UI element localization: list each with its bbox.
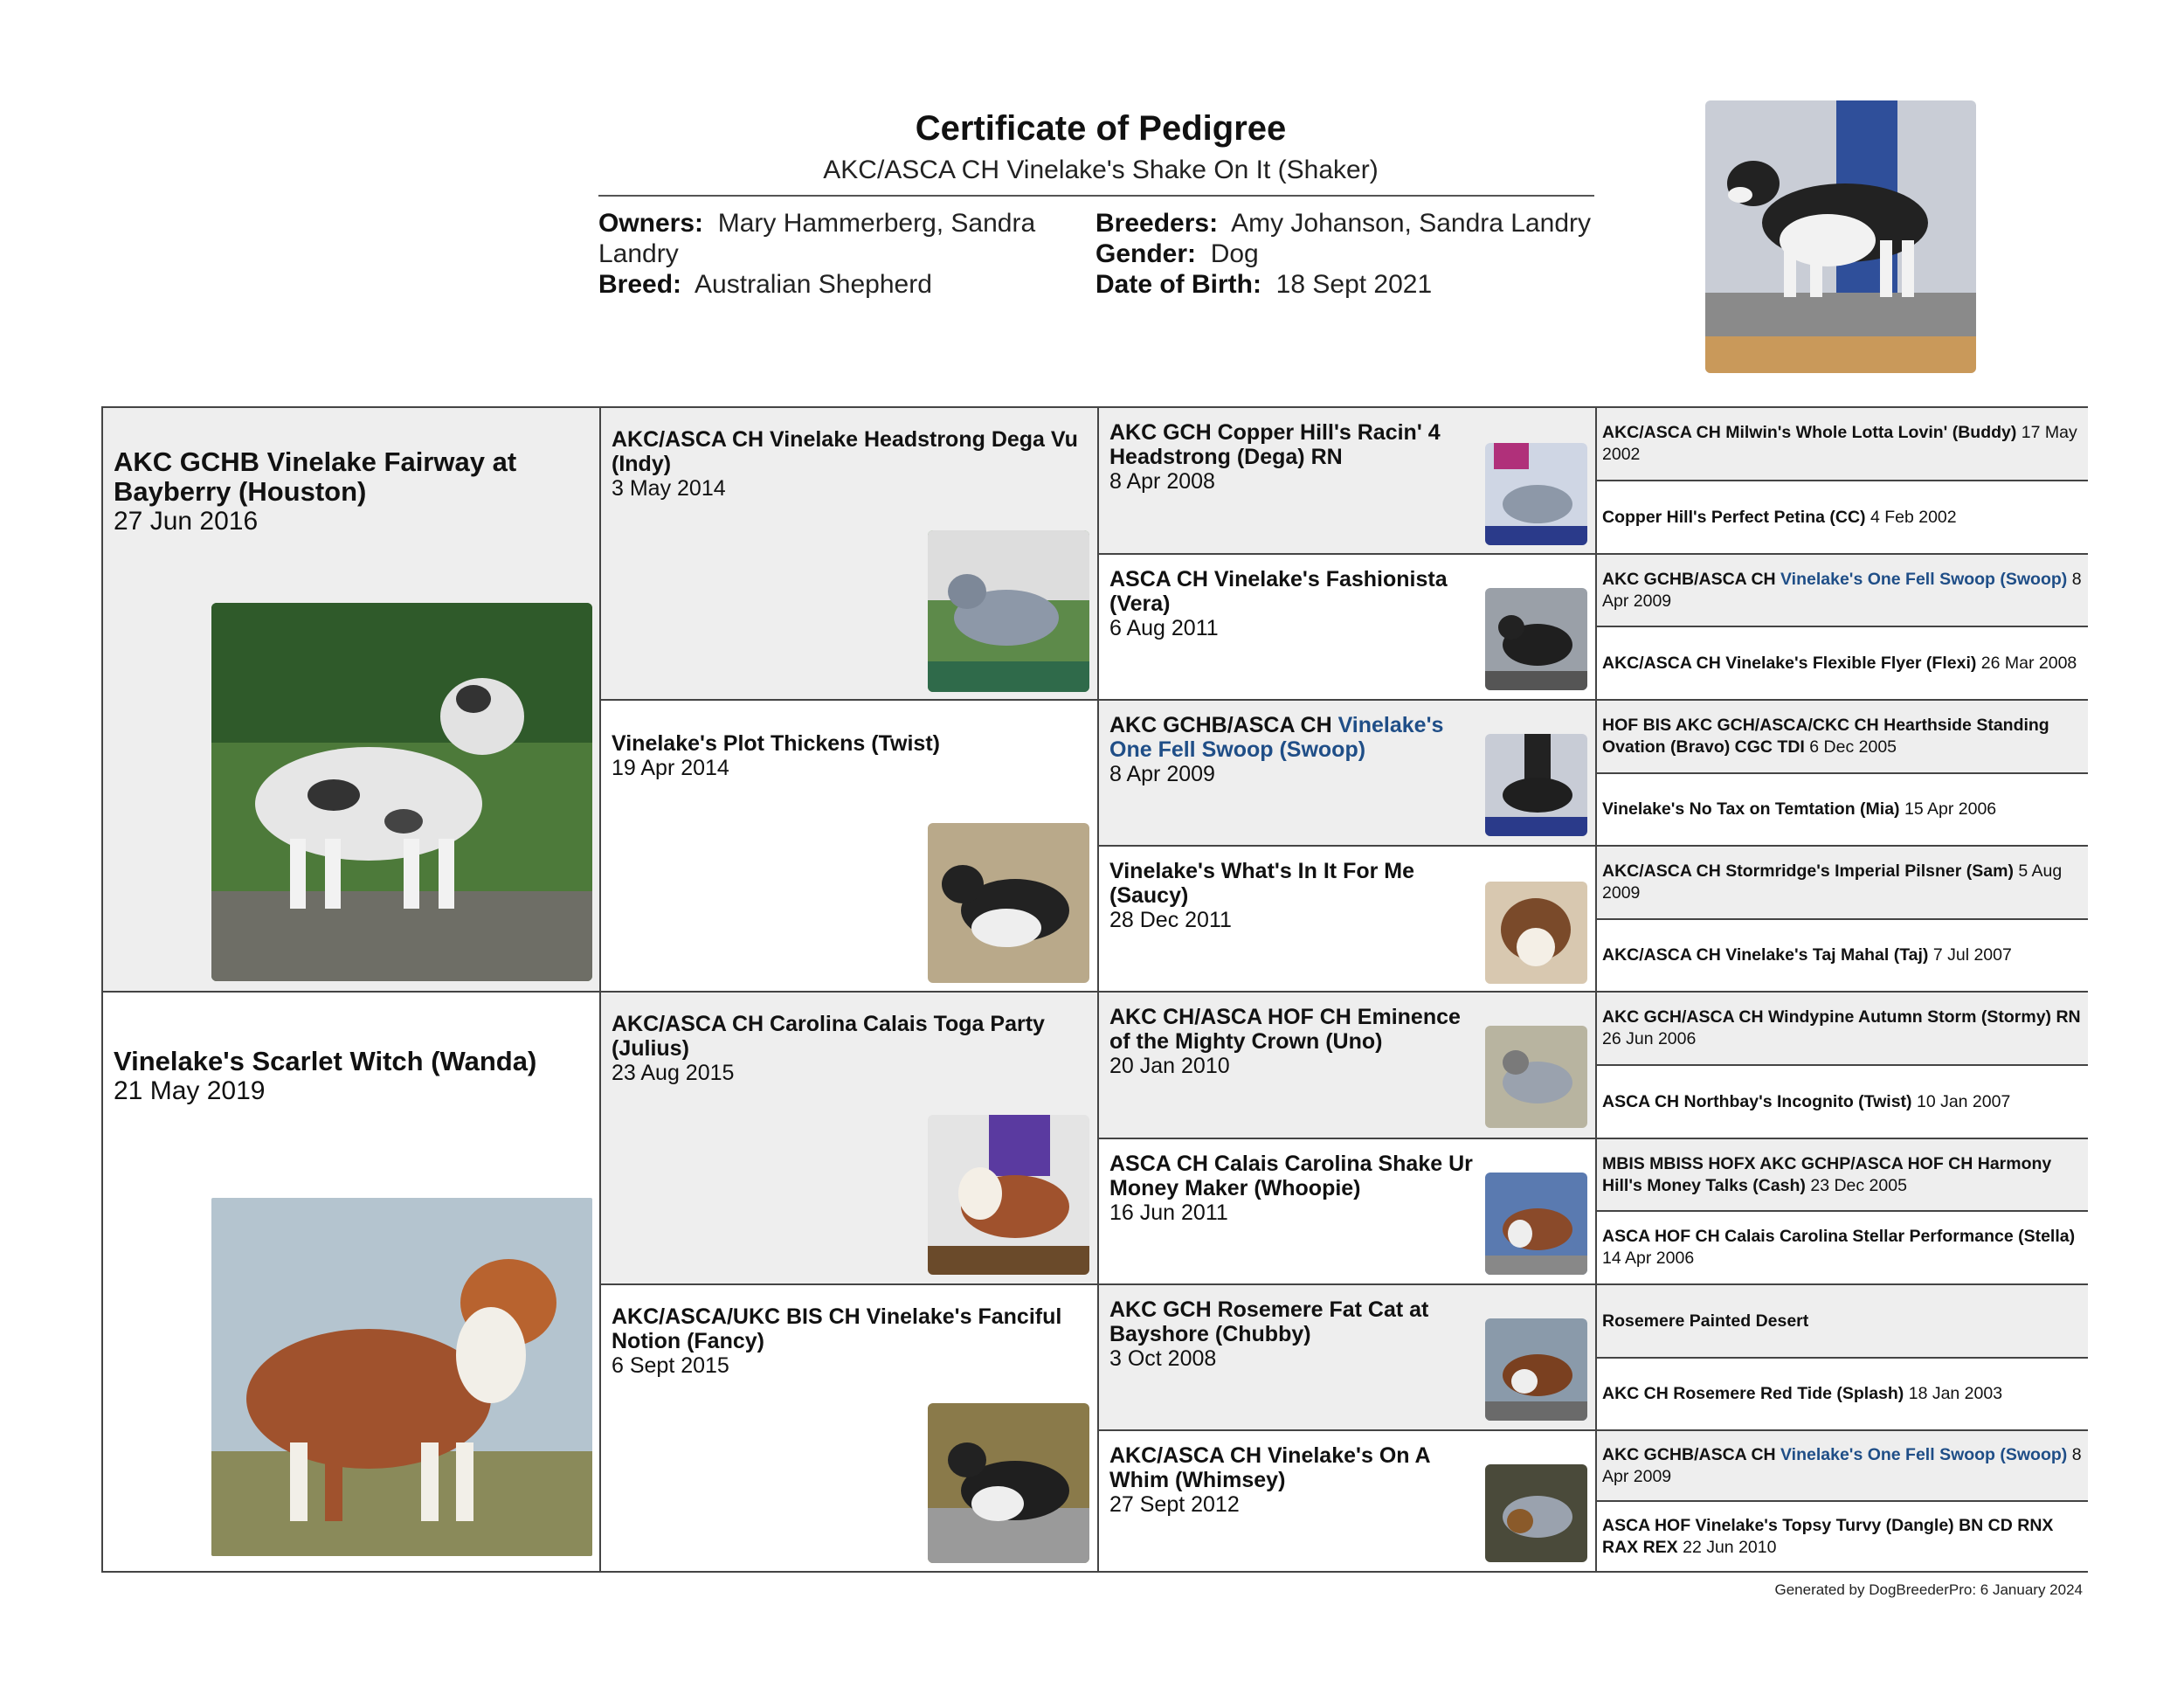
gen4-date: 6 Dec 2005 — [1809, 737, 1897, 757]
gen3-photo-7 — [1485, 1318, 1587, 1421]
gender-label: Gender: — [1095, 239, 1197, 268]
gen3-name-7: AKC GCH Rosemere Fat Cat at Bayshore (Chubby) — [1109, 1297, 1429, 1346]
gen4-cell-13 — [1597, 1285, 2088, 1359]
gen2-name-4: AKC/ASCA/UKC BIS CH Vinelake's Fanciful Notion (Fancy) — [612, 1304, 1062, 1353]
gen4-name: Vinelake's No Tax on Temtation (Mia) — [1602, 799, 1900, 819]
gen2-cell-3 — [601, 993, 1099, 1285]
gen4-entry-3 — [1602, 569, 2083, 612]
gen3-date-2: 6 Aug 2011 — [1109, 616, 1219, 640]
gen2-cell-4 — [601, 1285, 1099, 1573]
gen4-name: MBIS MBISS HOFX AKC GCHP/ASCA HOF CH Harmony Hill's Money Talks (Cash) — [1602, 1153, 2052, 1195]
gen2-cell-2 — [601, 701, 1099, 993]
gen4-name: AKC GCH/ASCA CH Windypine Autumn Storm (Stormy) RN — [1602, 1007, 2081, 1027]
main-dog-photo — [1705, 100, 1976, 373]
pedigree-table — [101, 406, 2088, 1573]
gen4-date: 10 Jan 2007 — [1916, 1091, 2011, 1111]
gen3-date-8: 27 Sept 2012 — [1109, 1492, 1240, 1517]
gen2-name-1: AKC/ASCA CH Vinelake Headstrong Dega Vu (Indy) — [612, 427, 1078, 476]
gen3-name-4: Vinelake's What's In It For Me (Saucy) — [1109, 859, 1415, 908]
gen4-entry-1 — [1602, 422, 2083, 466]
owner-info — [598, 208, 1088, 300]
breed-value: Australian Shepherd — [695, 270, 932, 299]
gen3-cell-2 — [1099, 555, 1597, 701]
gen4-entry-2 — [1602, 507, 1957, 529]
gen1-sire-name: AKC GCHB Vinelake Fairway at Bayberry (Houston) — [114, 446, 517, 507]
gen3-photo-6 — [1485, 1173, 1587, 1275]
gen4-date: 8 Apr 2009 — [1602, 569, 2082, 611]
gen4-entry-8 — [1602, 944, 2012, 966]
gen4-entry-14 — [1602, 1383, 2002, 1405]
gen3-name-2: ASCA CH Vinelake's Fashionista (Vera) — [1109, 567, 1448, 616]
gen4-cell-9 — [1597, 993, 2088, 1066]
gen4-entry-6 — [1602, 799, 1996, 820]
gen4-name: AKC/ASCA CH Stormridge's Imperial Pilsner (Sam) — [1602, 861, 2014, 881]
gen4-name: Rosemere Painted Desert — [1602, 1311, 1809, 1331]
gen1-sire-photo — [211, 603, 592, 981]
gen4-cell-2 — [1597, 481, 2088, 555]
gen4-prefix: AKC GCHB/ASCA CH — [1602, 569, 1781, 589]
gen4-cell-3 — [1597, 555, 2088, 627]
gen4-date: 4 Feb 2002 — [1870, 507, 1957, 527]
gen4-date: 22 Jun 2010 — [1683, 1537, 1777, 1557]
gen3-name-5: AKC CH/ASCA HOF CH Eminence of the Mighty Crown (Uno) — [1109, 1005, 1461, 1054]
gen3-cell-8 — [1099, 1431, 1597, 1573]
gen4-date: 14 Apr 2006 — [1602, 1249, 1695, 1268]
gen2-date-2: 19 Apr 2014 — [612, 756, 729, 780]
gen4-entry-16 — [1602, 1515, 2083, 1559]
gen3-cell-1 — [1099, 408, 1597, 555]
gen4-date: 8 Apr 2009 — [1602, 1444, 2082, 1486]
owners-value: Mary Hammerberg, Sandra Landry — [598, 209, 1036, 268]
gen3-cell-5 — [1099, 993, 1597, 1139]
gen4-date: 15 Apr 2006 — [1904, 799, 1997, 819]
gen4-cell-1 — [1597, 408, 2088, 481]
gen4-name: Copper Hill's Perfect Petina (CC) — [1602, 507, 1866, 527]
gen3-link-3[interactable]: Vinelake's One Fell Swoop (Swoop) — [1109, 713, 1444, 762]
gen4-entry-11 — [1602, 1153, 2083, 1197]
gen4-name: AKC/ASCA CH Milwin's Whole Lotta Lovin' (Buddy) — [1602, 423, 2017, 442]
gen4-date: 18 Jan 2003 — [1908, 1384, 2003, 1403]
gen3-date-7: 3 Oct 2008 — [1109, 1346, 1217, 1371]
gen4-cell-4 — [1597, 627, 2088, 701]
page-subtitle: AKC/ASCA CH Vinelake's Shake On It (Shaker) — [823, 156, 1379, 184]
gen4-date: 26 Mar 2008 — [1980, 653, 2077, 673]
breeders-label: Breeders: — [1095, 209, 1219, 238]
gen4-name: HOF BIS AKC GCH/ASCA/CKC CH Hearthside Standing Ovation (Bravo) CGC TDI — [1602, 716, 2049, 757]
breed-label: Breed: — [598, 270, 682, 299]
gen1-dam-name: Vinelake's Scarlet Witch (Wanda) — [114, 1046, 537, 1076]
gen3-photo-2 — [1485, 588, 1587, 690]
gen3-date-3: 8 Apr 2009 — [1109, 762, 1215, 786]
gen4-cell-10 — [1597, 1066, 2088, 1139]
gen1-sire-cell — [103, 408, 601, 993]
gen4-entry-4 — [1602, 653, 2077, 675]
gen4-cell-15 — [1597, 1431, 2088, 1502]
gen1-sire-date: 27 Jun 2016 — [114, 507, 259, 536]
gen4-name: ASCA HOF Vinelake's Topsy Turvy (Dangle) BN CD RNX RAX REX — [1602, 1515, 2054, 1557]
gen1-dam-cell — [103, 993, 601, 1573]
gen2-date-1: 3 May 2014 — [612, 476, 726, 501]
gen4-date: 23 Dec 2005 — [1810, 1175, 1907, 1195]
gen4-date: 17 May 2002 — [1602, 423, 2077, 464]
gen2-date-4: 6 Sept 2015 — [612, 1353, 729, 1378]
gen2-date-3: 23 Aug 2015 — [612, 1061, 735, 1085]
gen3-photo-5 — [1485, 1026, 1587, 1128]
gen2-photo-1 — [928, 530, 1089, 692]
gen4-entry-7 — [1602, 861, 2083, 904]
gen3-photo-1 — [1485, 443, 1587, 545]
breeders-value: Amy Johanson, Sandra Landry — [1231, 209, 1592, 238]
gen3-prefix-3: AKC GCHB/ASCA CH — [1109, 713, 1338, 737]
gen4-entry-15 — [1602, 1444, 2083, 1488]
gen4-cell-8 — [1597, 920, 2088, 993]
gen4-name: AKC/ASCA CH Vinelake's Taj Mahal (Taj) — [1602, 945, 1929, 965]
gen3-date-6: 16 Jun 2011 — [1109, 1200, 1228, 1225]
gen3-photo-4 — [1485, 882, 1587, 984]
gen1-dam-date: 21 May 2019 — [114, 1076, 266, 1105]
header-divider — [598, 195, 1594, 197]
gen4-name: ASCA HOF CH Calais Carolina Stellar Performance (Stella) — [1602, 1227, 2076, 1246]
gen4-cell-6 — [1597, 774, 2088, 847]
gen4-entry-13 — [1602, 1311, 1808, 1332]
dob-value: 18 Sept 2021 — [1275, 270, 1433, 299]
gen3-photo-8 — [1485, 1464, 1587, 1562]
gen4-date: 7 Jul 2007 — [1932, 945, 2012, 965]
gen3-name-6: ASCA CH Calais Carolina Shake Ur Money Maker (Whoopie) — [1109, 1152, 1473, 1200]
gen2-name-2: Vinelake's Plot Thickens (Twist) — [612, 731, 940, 756]
gen4-entry-12 — [1602, 1226, 2083, 1269]
gen3-cell-3 — [1099, 701, 1597, 847]
gen4-prefix: AKC GCHB/ASCA CH — [1602, 1444, 1781, 1464]
gen4-name: AKC CH Rosemere Red Tide (Splash) — [1602, 1384, 1904, 1403]
gen4-link[interactable]: Vinelake's One Fell Swoop (Swoop) — [1780, 1444, 2068, 1464]
gen3-date-4: 28 Dec 2011 — [1109, 908, 1232, 932]
gen2-photo-2 — [928, 823, 1089, 983]
gen3-cell-6 — [1099, 1139, 1597, 1285]
gen4-entry-10 — [1602, 1091, 2010, 1113]
gen1-dam-photo — [211, 1198, 592, 1556]
gen4-cell-7 — [1597, 847, 2088, 920]
breeder-info — [1095, 208, 1611, 300]
gen3-photo-3 — [1485, 734, 1587, 836]
gen2-photo-3 — [928, 1115, 1089, 1275]
gen3-name-8: AKC/ASCA CH Vinelake's On A Whim (Whimsey) — [1109, 1443, 1430, 1492]
gen4-name: AKC/ASCA CH Vinelake's Flexible Flyer (Flexi) — [1602, 653, 1977, 673]
gen4-cell-11 — [1597, 1139, 2088, 1212]
gen4-cell-12 — [1597, 1212, 2088, 1285]
gen4-date: 5 Aug 2009 — [1602, 861, 2063, 903]
gen4-cell-5 — [1597, 701, 2088, 774]
gen3-cell-4 — [1099, 847, 1597, 993]
gen3-name-3 — [1109, 713, 1476, 762]
gen3-cell-7 — [1099, 1285, 1597, 1431]
gen3-name-1: AKC GCH Copper Hill's Racin' 4 Headstrong (Dega) RN — [1109, 420, 1441, 469]
gen4-cell-14 — [1597, 1359, 2088, 1431]
footer-generated: Generated by DogBreederPro: 6 January 2024 — [1774, 1581, 2083, 1598]
gen2-name-3: AKC/ASCA CH Carolina Calais Toga Party (Julius) — [612, 1012, 1045, 1061]
gen4-name: ASCA CH Northbay's Incognito (Twist) — [1602, 1091, 1912, 1111]
gen2-cell-1 — [601, 408, 1099, 701]
gen2-photo-4 — [928, 1403, 1089, 1563]
gender-value: Dog — [1210, 239, 1259, 268]
owners-label: Owners: — [598, 209, 704, 238]
gen4-link[interactable]: Vinelake's One Fell Swoop (Swoop) — [1780, 569, 2068, 589]
gen4-entry-5 — [1602, 715, 2083, 758]
gen4-date: 26 Jun 2006 — [1602, 1029, 1697, 1048]
gen3-date-5: 20 Jan 2010 — [1109, 1054, 1230, 1078]
gen3-date-1: 8 Apr 2008 — [1109, 469, 1215, 494]
gen4-entry-9 — [1602, 1007, 2083, 1050]
dob-label: Date of Birth: — [1095, 270, 1261, 299]
page-title: Certificate of Pedigree — [915, 109, 1287, 148]
gen4-cell-16 — [1597, 1502, 2088, 1573]
